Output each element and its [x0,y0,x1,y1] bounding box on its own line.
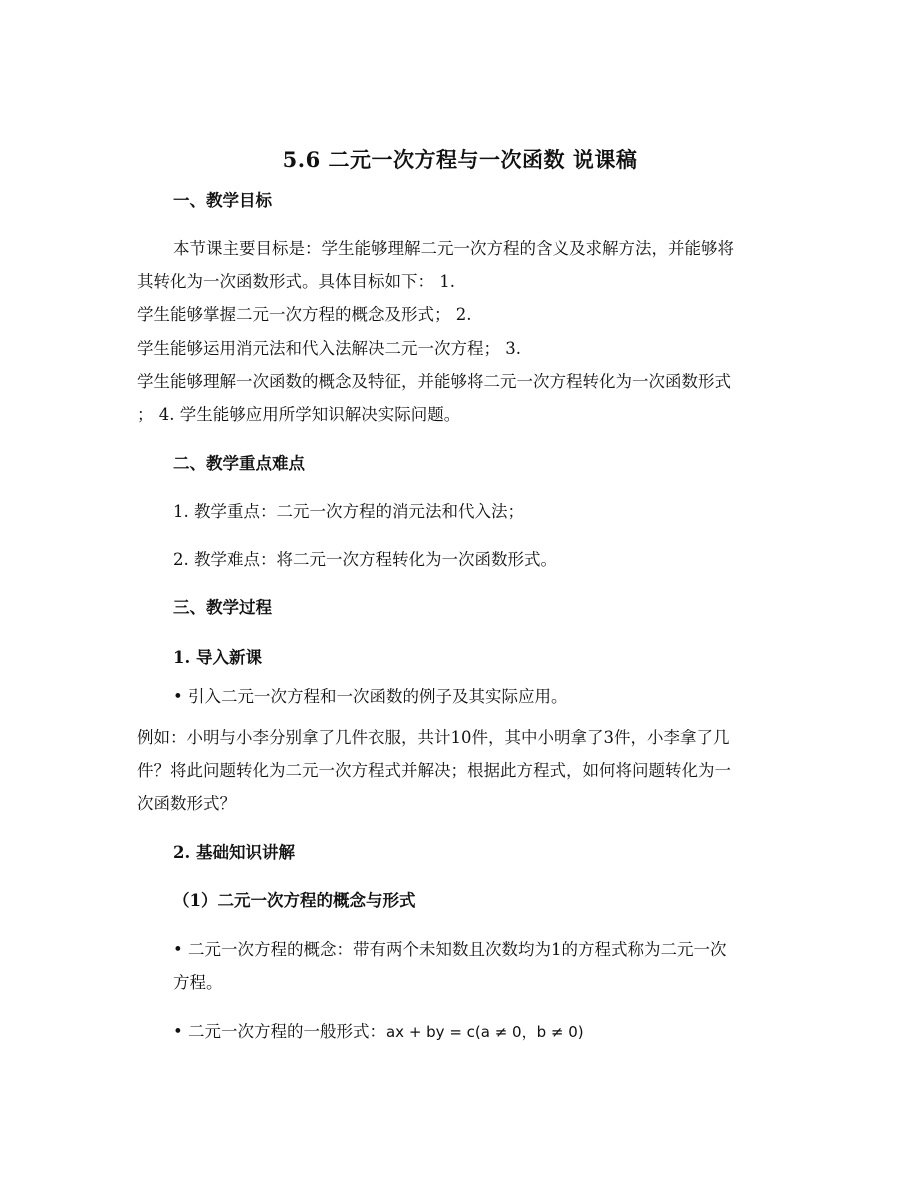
objectives-line-5: 学生能够理解一次函数的概念及特征，并能够将二元一次方程转化为一次函数形式 [137,372,731,391]
example-line-1: 例如：小明与小李分别拿了几件衣服，共计10件，其中小明拿了3件，小李拿了几 [137,728,730,747]
section-heading-objectives: 一、教学目标 [173,191,272,210]
objectives-line-2: 其转化为一次函数形式。具体目标如下： 1. [137,272,455,291]
subheading-concept-form: （1）二元一次方程的概念与形式 [173,891,416,910]
objectives-line-4: 学生能够运用消元法和代入法解决二元一次方程； 3. [137,339,521,358]
section-heading-process: 三、教学过程 [173,598,272,617]
page-title: 5.6 二元一次方程与一次函数 说课稿 [282,147,638,172]
bullet-concept-line-2: 方程。 [173,973,223,992]
bullet-general-form [173,1021,584,1043]
section-heading-key-points: 二、教学重点难点 [173,454,305,473]
objectives-line-1: 本节课主要目标是：学生能够理解二元一次方程的含义及求解方法，并能够将 [173,239,734,258]
key-point-2: 2. 教学难点：将二元一次方程转化为一次函数形式。 [173,550,557,569]
subheading-basics: 2. 基础知识讲解 [173,843,295,862]
example-line-3: 次函数形式？ [137,794,236,813]
subheading-intro: 1. 导入新课 [173,648,262,667]
general-form-label: • 二元一次方程的一般形式： [173,1022,386,1041]
bullet-intro: • 引入二元一次方程和一次函数的例子及其实际应用。 [173,687,568,706]
key-point-1: 1. 教学重点：二元一次方程的消元法和代入法； [173,502,524,521]
objectives-line-3: 学生能够掌握二元一次方程的概念及形式； 2. [137,305,472,324]
bullet-concept-line-1: • 二元一次方程的概念：带有两个未知数且次数均为1的方程式称为二元一次 [173,940,727,959]
objectives-line-6: ； 4. 学生能够应用所学知识解决实际问题。 [137,405,461,424]
example-line-2: 件？将此问题转化为二元一次方程式并解决；根据此方程式，如何将问题转化为一 [137,761,731,780]
general-form-equation: ax + by = c(a ≠ 0，b ≠ 0) [385,1023,584,1041]
